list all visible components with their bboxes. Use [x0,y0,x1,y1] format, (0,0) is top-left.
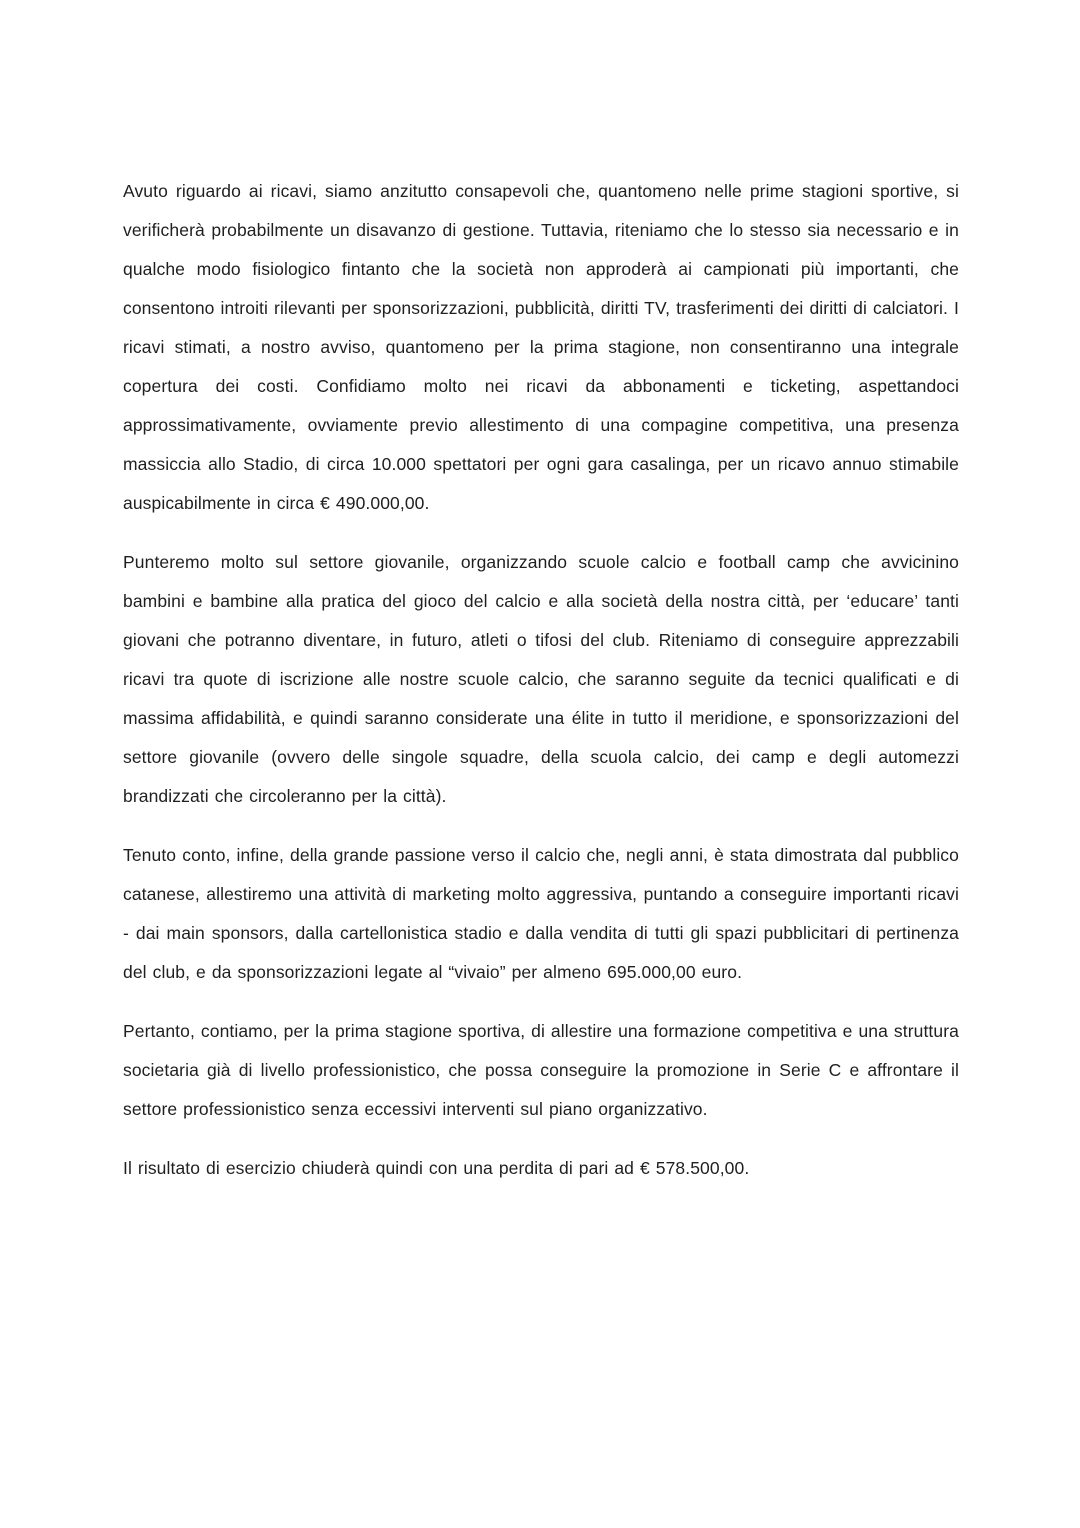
paragraph-marketing: Tenuto conto, infine, della grande passione verso il calcio che, negli anni, è stata dimostrata dal pubblico catanese, allestiremo una attività di marketing molto aggressiva, puntando a conseguire importanti ricavi - dai main sponsors, dalla cartellonistica stadio e dalla vendita di tutti gli spazi pubblicitari di pertinenza del club, e da sponsorizzazioni legate al “vivaio” per almeno 695.000,00 euro. [123,845,959,982]
paragraph-youth-sector: Punteremo molto sul settore giovanile, organizzando scuole calcio e football camp che avvicinino bambini e bambine alla pratica del gioco del calcio e alla società della nostra città, per ‘educare’ tanti giovani che potranno diventare, in futuro, atleti o tifosi del club. Riteniamo di conseguire apprezzabili ricavi tra quote di iscrizione alle nostre scuole calcio, che saranno seguite da tecnici qualificati e di massima affidabilità, e quindi saranno considerate una élite in tutto il meridione, e sponsorizzazioni del settore giovanile (ovvero delle singole squadre, della scuola calcio, dei camp e degli automezzi brandizzati che circoleranno per la città). [123,552,959,806]
paragraph-operating-result: Il risultato di esercizio chiuderà quindi con una perdita di pari ad € 578.500,00. [123,1158,750,1178]
document-text-block [123,172,959,1208]
paragraph-first-season-plan: Pertanto, contiamo, per la prima stagione sportiva, di allestire una formazione competitiva e una struttura societaria già di livello professionistico, che possa conseguire la promozione in Serie C e affrontare il settore professionistico senza eccessivi interventi sul piano organizzativo. [123,1021,959,1119]
paragraph-revenues-overview: Avuto riguardo ai ricavi, siamo anzitutto consapevoli che, quantomeno nelle prime stagioni sportive, si verificherà probabilmente un disavanzo di gestione. Tuttavia, riteniamo che lo stesso sia necessario e in qualche modo fisiologico fintanto che la società non approderà ai campionati più importanti, che consentono introiti rilevanti per sponsorizzazioni, pubblicità, diritti TV, trasferimenti dei diritti di calciatori. I ricavi stimati, a nostro avviso, quantomeno per la prima stagione, non consentiranno una integrale copertura dei costi. Confidiamo molto nei ricavi da abbonamenti e ticketing, aspettandoci approssimativamente, ovviamente previo allestimento di una compagine competitiva, una presenza massiccia allo Stadio, di circa 10.000 spettatori per ogni gara casalinga, per un ricavo annuo stimabile auspicabilmente in circa € 490.000,00. [123,181,959,513]
